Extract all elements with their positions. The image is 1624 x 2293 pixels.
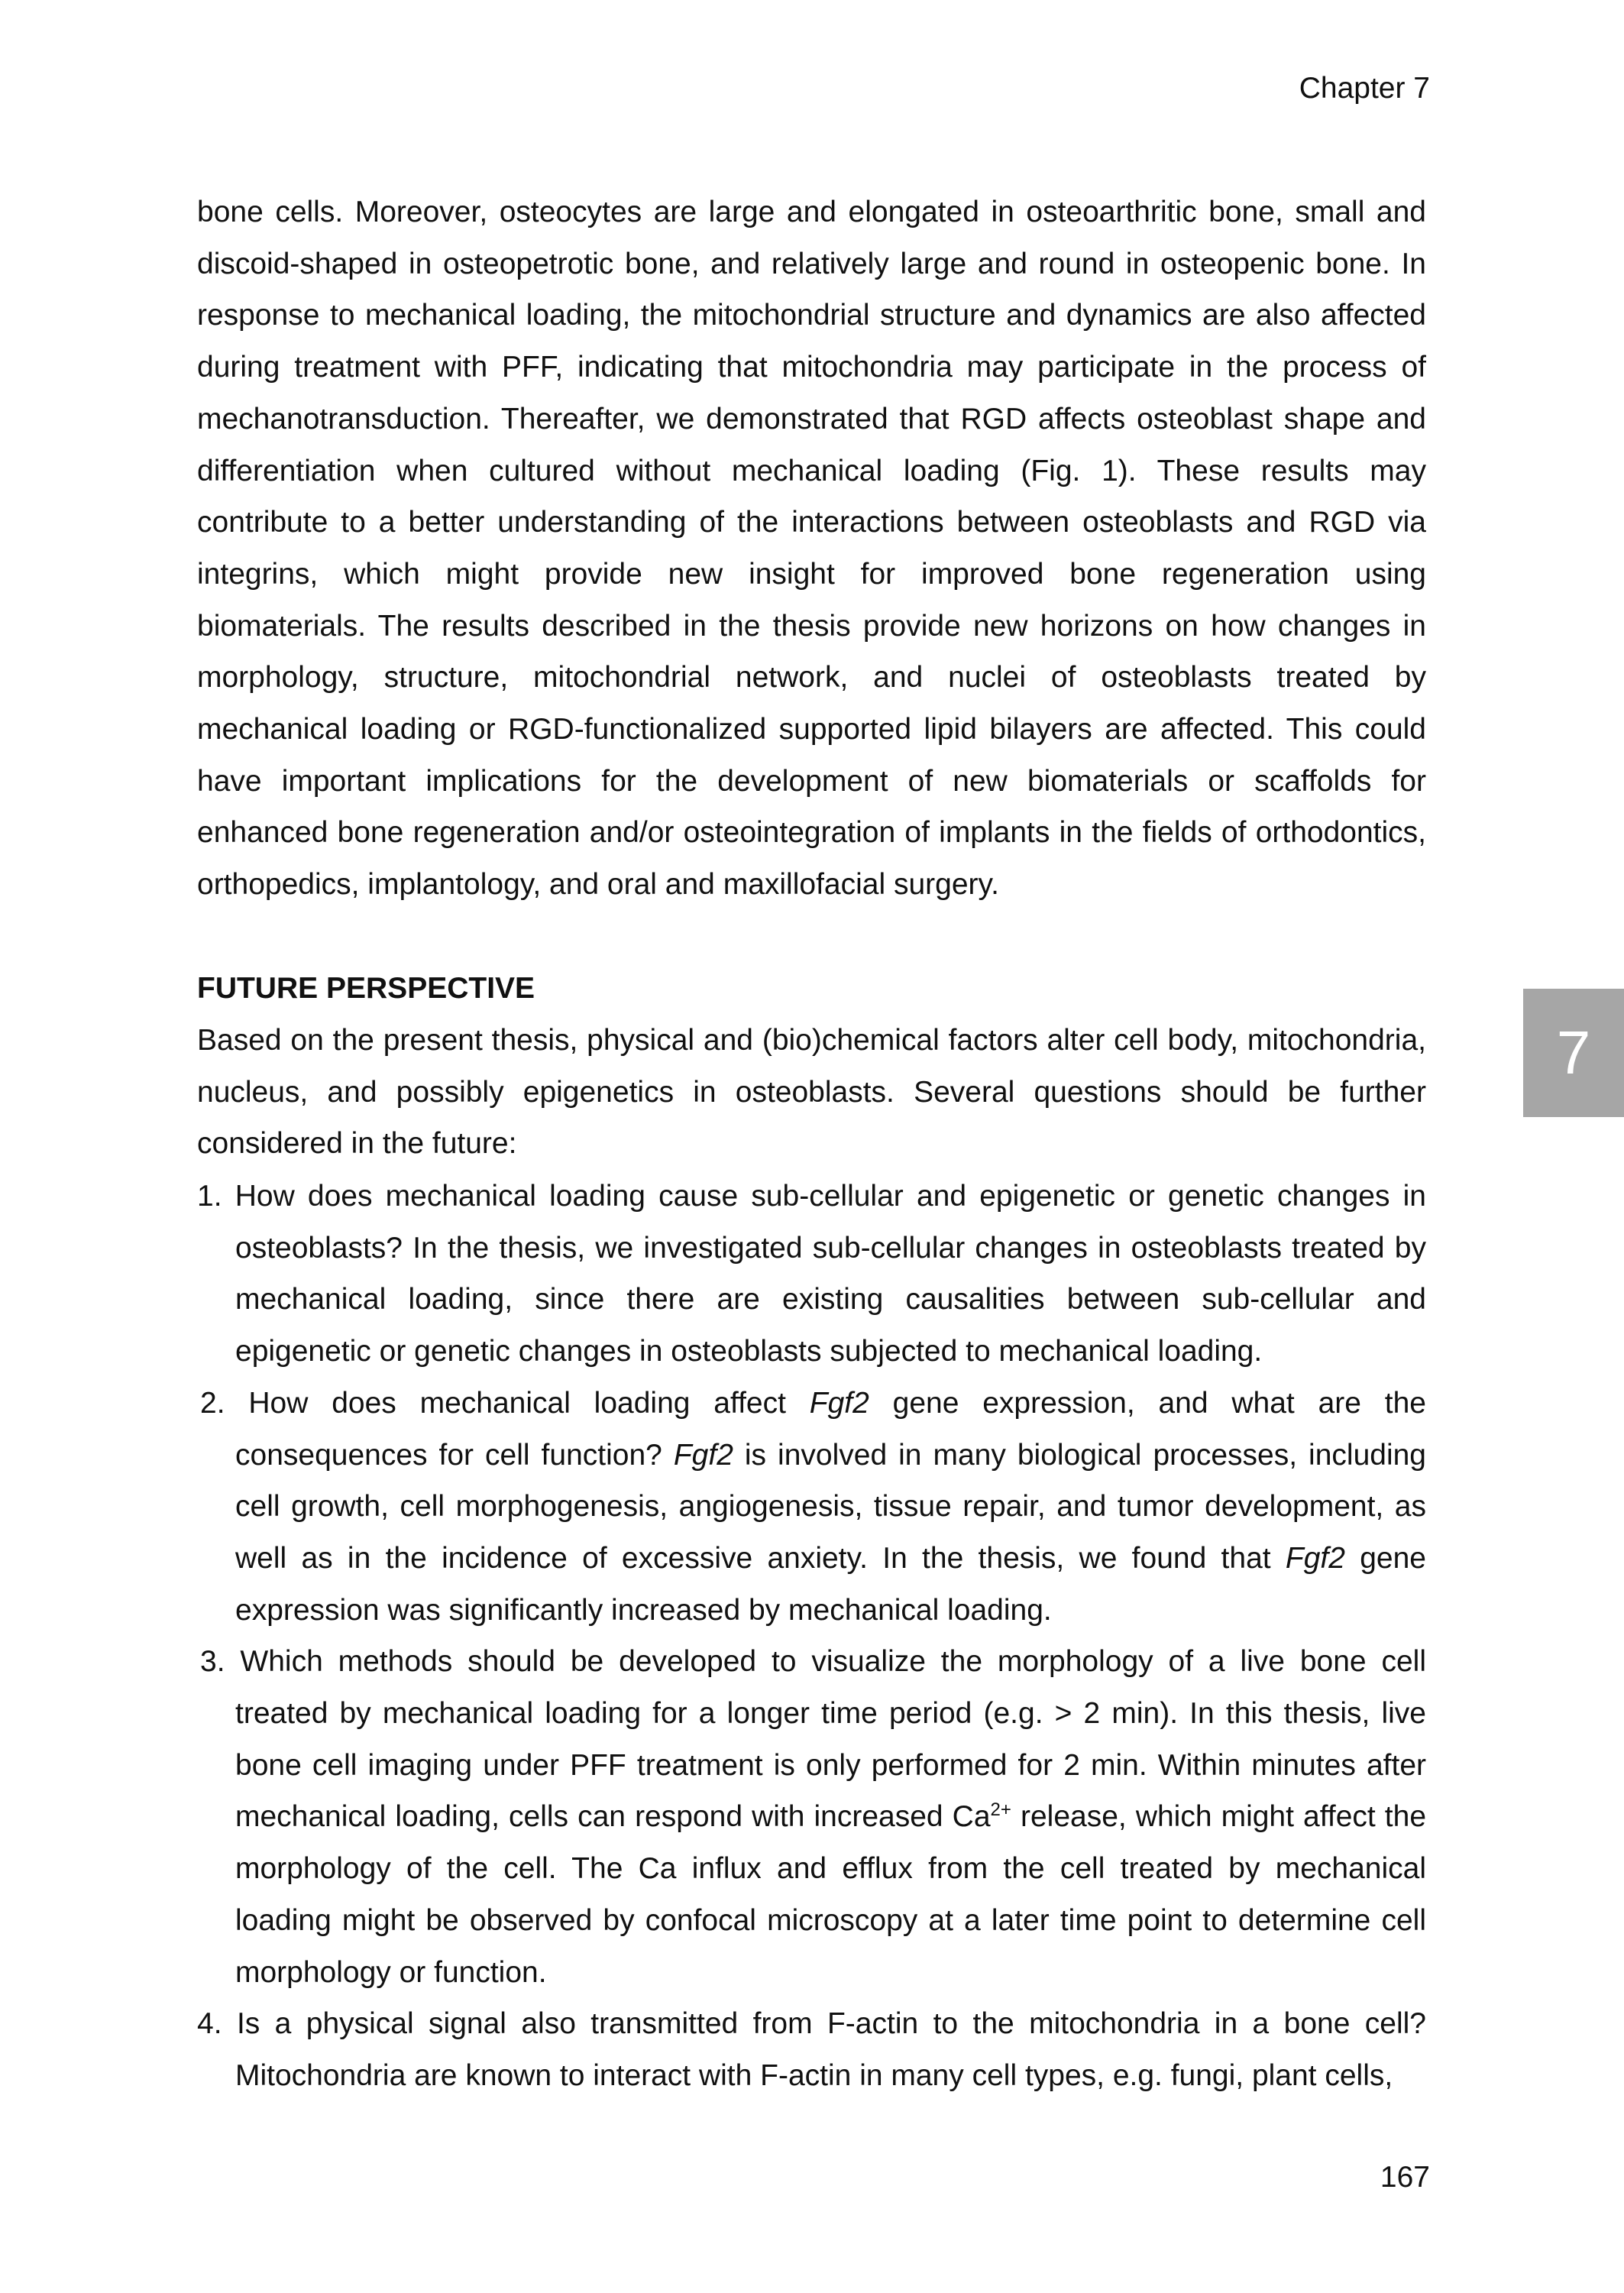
section-heading-future-perspective: FUTURE PERSPECTIVE	[197, 972, 535, 1005]
gene-name: Fgf2	[809, 1386, 869, 1420]
superscript: 2+	[990, 1799, 1011, 1821]
chapter-header: Chapter 7	[1299, 72, 1430, 105]
chapter-thumb-tab: 7	[1523, 989, 1624, 1117]
list-item-text: How does mechanical loading cause sub-cellular and epigenetic or genetic changes in osteoblasts? In the thesis, we investigated sub-cellular changes in osteoblasts treated by mechanical loading, since there are existing causalities between sub-cellular and epigenetic or genetic changes in osteoblasts subjected to mechanical loading.	[235, 1180, 1426, 1368]
list-item-text: Which methods should be developed to visualize the morphology of a live bone cell treated by mechanical loading for a longer time period (e.g. > 2 min). In this thesis, live bone cell imaging under PFF treatment is only performed for 2 min. Within minutes after mechanical loading, cells can respond with increased Ca	[235, 1645, 1426, 1834]
list-item-text: gene expression, and what are the consequences for cell function?	[235, 1386, 1426, 1472]
list-item-text: gene expression was significantly increased by mechanical loading.	[235, 1541, 1426, 1627]
list-item	[197, 1636, 1426, 1998]
list-item	[197, 1998, 1426, 2101]
list-item	[197, 1171, 1426, 1378]
list-item	[197, 1378, 1426, 1637]
question-list	[197, 1171, 1426, 2102]
list-item-number: 2.	[200, 1386, 225, 1420]
gene-name: Fgf2	[673, 1438, 733, 1472]
list-item-number: 3.	[200, 1645, 225, 1679]
gene-name: Fgf2	[1285, 1541, 1345, 1575]
body-paragraph-continuation: bone cells. Moreover, osteocytes are large and elongated in osteoarthritic bone, small and discoid-shaped in osteopetrotic bone, and relatively large and round in osteopenic bone. In response to mechanical loading, the mitochondrial structure and dynamics are also affected during treatment with PFF, indicating that mitochondria may participate in the process of mechanotransduction. Thereafter, we demonstrated that RGD affects osteoblast shape and differentiation when cultured without mechanical loading (Fig. 1). These results may contribute to a better understanding of the interactions between osteoblasts and RGD via integrins, which might provide new insight for improved bone regeneration using biomaterials. The results described in the thesis provide new horizons on how changes in morphology, structure, mitochondrial network, and nuclei of osteoblasts treated by mechanical loading or RGD-functionalized supported lipid bilayers are affected. This could have important implications for the development of new biomaterials or scaffolds for enhanced bone regeneration and/or osteointegration of implants in the fields of orthodontics, orthopedics, implantology, and oral and maxillofacial surgery.	[197, 196, 1426, 902]
list-item-number: 1.	[197, 1180, 222, 1213]
list-item-text: Is a physical signal also transmitted from F-actin to the mitochondria in a bone cell? Mitochondria are known to interact with F-actin in many cell types, e.g. fungi, plant cells,	[235, 2007, 1426, 2092]
page-number: 167	[1380, 2161, 1430, 2194]
list-item-text: How does mechanical loading affect	[248, 1386, 810, 1420]
list-item-text: is involved in many biological processes, including cell growth, cell morphogenesis, angiogenesis, tissue repair, and tumor development, as well as in the incidence of excessive anxiety. In the thesis, we found that	[235, 1438, 1426, 1575]
list-item-number: 4.	[197, 2007, 222, 2041]
list-item-text: release, which might affect the morphology of the cell. The Ca influx and efflux from the cell treated by mechanical loading might be observed by confocal microscopy at a later time point to determine cell morphology or function.	[235, 1800, 1427, 1989]
body-paragraph-intro: Based on the present thesis, physical and (bio)chemical factors alter cell body, mitochondria, nucleus, and possibly epigenetics in osteoblasts. Several questions should be further considered in the future:	[197, 1024, 1426, 1161]
